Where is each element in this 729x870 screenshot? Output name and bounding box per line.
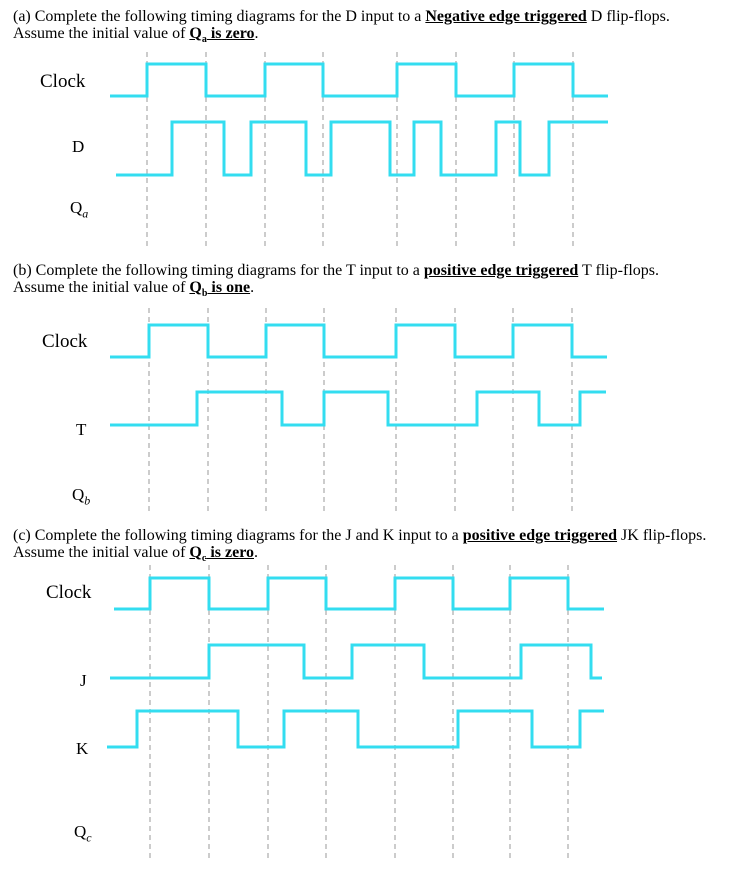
question-a-q: Q [189, 25, 202, 42]
label-d: D [72, 137, 85, 156]
question-b-text-2: T flip-flops. Assume the initial value of [13, 262, 659, 296]
label-qa-q: Q [70, 198, 83, 217]
question-a-q-sub: a [201, 34, 207, 46]
label-qb-q: Q [72, 485, 85, 504]
question-b-text: (b) Complete the following timing diagrams for the T input to a [13, 262, 424, 279]
label-qa-sub: a [82, 206, 89, 221]
label-clock-a: Clock [40, 71, 86, 92]
question-c-initial: is zero [206, 544, 254, 561]
question-b-initial: is one [207, 279, 251, 296]
question-c-emphasis: positive edge triggered [462, 527, 618, 544]
clock-waveform-a [110, 64, 608, 96]
question-b-end: . [250, 279, 255, 296]
question-c-text: (c) Complete the following timing diagrams for the J and K input to a [13, 527, 463, 544]
question-a-emphasis: Negative edge triggered [425, 8, 587, 25]
clock-waveform-c [114, 578, 604, 609]
label-k: K [76, 739, 89, 758]
k-waveform [107, 711, 604, 747]
question-b-q: Q [189, 279, 202, 296]
label-qc-sub: c [86, 830, 92, 845]
question-c-q-sub: c [201, 553, 207, 565]
label-qc-q: Q [74, 822, 87, 841]
waveforms [107, 64, 608, 747]
guide-lines [147, 52, 573, 862]
label-j: J [80, 671, 87, 690]
question-c-q: Q [189, 544, 202, 561]
j-waveform [110, 645, 602, 678]
question-a-text-2: D flip-flops. Assume the initial value of [13, 8, 670, 42]
clock-waveform-b [110, 325, 607, 357]
question-b-q-sub: b [201, 288, 208, 300]
question-a-initial: is zero [206, 25, 255, 42]
label-clock-c: Clock [46, 582, 92, 603]
question-c-end: . [254, 544, 258, 561]
t-waveform [110, 392, 606, 425]
question-c-text-2: JK flip-flops. Assume the initial value of [13, 527, 707, 561]
label-qb-sub: b [84, 493, 91, 508]
question-a-text: (a) Complete the following timing diagrams for the D input to a [13, 8, 426, 25]
label-clock-b: Clock [42, 331, 88, 352]
question-a-end: . [254, 25, 259, 42]
label-t: T [76, 420, 87, 439]
d-waveform [116, 122, 608, 175]
question-b-emphasis: positive edge triggered [423, 262, 579, 279]
